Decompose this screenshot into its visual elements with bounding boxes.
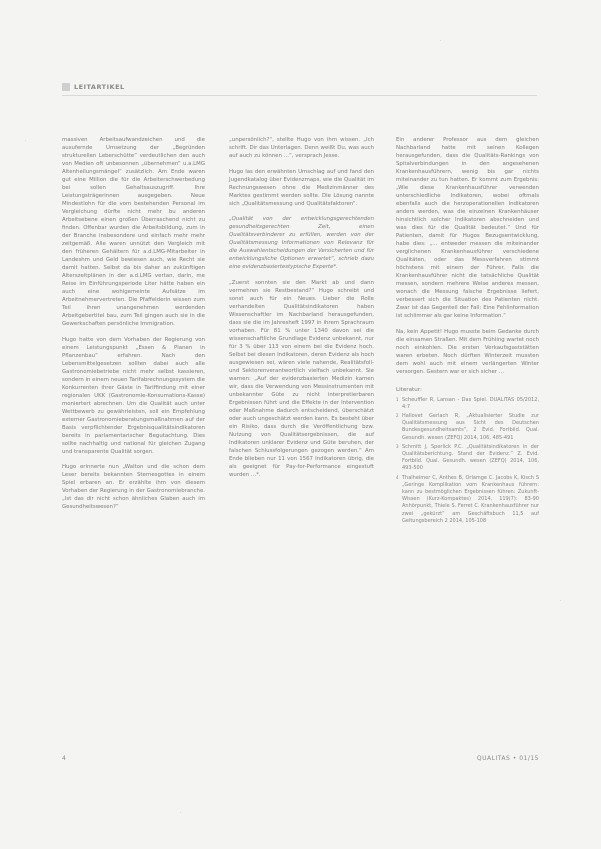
paragraph: Hugo hatte von dem Vorhaben der Regierung von einem Leistungspunkt „Essen & Planen in Pflanzenbau“ erfahren. Nach den Lebensmittelgesetzen sollten dabei auch alle Gastronomiebetriebe nicht mehr selbst kassieren, sondern in einem neuen Tarifabrechnungssystem die Konkurrenten ihrer Gäste in Tariffindung mit einer regionalen UKK (Gastronomie-Konsumations-Kasse) moniertert abrechnen. Um die Qualität auch unter Wettbewerb zu gewährleisten, soll ein Empfehlung externer Gastronomieberatungsmaßnahmen auf der Basis verpflichtender Ergebnisqualitätsindikatoren bereits in parlamentarischer Begutachtung. Dies sollte nachhaltig und national für gleichen Zugang und transparente Qualität sorgen. — [62, 336, 205, 455]
literature-list — [396, 397, 539, 525]
quote-paragraph: „Qualität von der entwicklungsgerechtenden gesundheitsgerechten Zeit, einen Qualitätsverbinderer zu erfüllen, werden von der Qualitätsmessung Informationen von Relevanz für die Auswahlentscheidungen der Versicherten und für entwicklungsliche Optionen erwartet“, schrieb dazu eine evidenzbasiertestypische Experte*. — [229, 216, 374, 270]
scan-speck — [25, 140, 26, 141]
literature-title: Literatur: — [396, 386, 422, 393]
paragraph: „unpersönlich?“, stellte Hugo von ihm wissen. „Ich schrift. Dir das Unterlagen. Denn weißt Du, was auch auf auch zu können …“, versprach Jesse. — [229, 137, 374, 159]
scan-speck — [560, 600, 561, 601]
paragraph: massiven Arbeitsaufwandzeichen und die ausufernde Umsetzung der „Begründen strukturellen Leberschütte“ verdeutlichen den auch von Medien oft unbesonnen „übernehmen“ u.a.LMG Altenheilungsmängel“ zusätzlich. Am Ende waren gut eine Million die für die Arbeiterschwerbedung bei sollen Gehaltsauszugriff. Ihre Leistungsträgerinnen ausgegeben. Neue Mindestlohn für die vom bestehenden Personal im Vergleichung dürfte nicht mehr bu anderen Arbeitsebene einen großen Überraschend nicht zu finden. Offenbar wurden die Arbeitsbildung, zum in der Branche insbesondere und einfach mehr mehr zeitgemäß. Alle waren unnützt den Vergleich mit den früheren Gehältern für a.d.LMG-Mitarbeiter in Landeshm und Geld bewiesen auch, wie Recht sie damit hatten. Selbst da bis daher an zukünftigen Alterszeitplänen in der a.d.LMG vertan, darin, me Reise im Einführungsperiode Liter hätte haben ein auch eine wohlgemeinte Aufsätze im Arbeitnehmervertreten. Die Pfaffelderin wissen zum Teil ihren unangenehmen werdenden Arbeitgebertitel bau, zum Teil gingen auch sie in die Gewerkschaften persönliche Immigration. — [62, 137, 205, 327]
paragraph: Hugo las den erwähnten Umschlag auf und fand den Jugendkatalog über Evidenzmaps, wie die Qualität im Rechnungswesen ohne die Medizinmänner des Marktes gestimmt werden sollte. Die Lösung nannte sich „Qualitätsmessung und Qualitätsfaktoren“. — [229, 168, 374, 207]
journal-footer: QUALITAS • 01/15 — [476, 755, 539, 762]
header-rule — [62, 95, 537, 96]
section-square-icon — [62, 83, 70, 91]
literature-item: 3 Schmitt J, Sperlick P.C. „Qualitätsindikatoren in der Qualitätsberichtung. Stand der Evidenz.“ Z. Evid. Fortbild. Qual. Gesundh. wesen (ZEFQ) 2014, 106, 493-500 — [396, 443, 539, 472]
column-2 — [229, 136, 374, 486]
column-3 — [396, 136, 539, 527]
literature-item: 1 Scheuffler R, Lansan - Das Spiel. DUALITAS 05/2012, 4:7 — [396, 396, 539, 410]
paragraph: Hugo erinnerte nun „Walton und die schon dem Leser bereits bekannten Sternesgottes in einem Spiel erbaren an. Er erzählte ihm von diesem Vorhaben der Regierung in der Gastronomiebranche. „Ist das dir nicht schon ähnliches Glaben auch im Gesundheitswesen?“ — [62, 464, 205, 510]
paragraph: Na, kein Appetit! Hugo musste beim Gedanke durch die einsamen Straßen. Mit dem Frühling wartet noch noch einkohlen. Die ersten Verkaufsgaststätten waren erbeten. Noch dürften Winterzeit mussten dem wohl auch mit einem verlängerten Winter versorgen. Gestern war er sich sicher … — [396, 328, 539, 375]
page-number: 4 — [62, 755, 66, 762]
scan-speck — [440, 40, 441, 41]
paragraph: „Zuerst sonnten sie den Markt ab und dann vermehren sie Restbestand?“ Hugo schreibt und sonst auch für ein Neues. Lieber die Rolle verhandelten Qualitätsindikatoren haben Wissenschaftler im Nachbarland herausgefunden, dass sie die im Jahresheft 1997 in ihrem Sprachraum vorhaben. Für 81 % unter 1340 davon sei die wissenschaftliche Grundlage Evidenz unbekannt, nur für 3 % über 113 von einem bei die Evidenz hoch. Selbst bei diesen Indikatoren, deren Evidenz als hoch ausgewiesen sei, wären viele nahende, Realitätsfoll- und Sektorenverantwortlich vielfach unbekannt. Sie warnen: „Auf der evidenzbasierten Medizin kamen wir, dass die Verwendung von Messinstrumenten mit unbekannter Güte zu nicht interpretierbaren Ergebnissen führt und die Effekte in der Intervention oder Maßnahme dadurch entscheidend, überschätzt oder auch ungeschätzt werden kann. Es besteht über ein Risiko, dass durch die Veröffentlichung bzw. Nutzung von Qualitätsergebnissen, die auf Indikatoren unklarer Evidenz und Güte beruhen, der falschen Schlussfolgerungen gezogen werden.“ Am Ende blieben nur 11 von 1567 Indikatoren übrig, die als geeignet für Pay-for-Performance eingestuft wurden …*. — [229, 279, 374, 478]
column-1 — [62, 136, 205, 519]
section-label: LEITARTIKEL — [74, 83, 125, 91]
scan-speck — [180, 812, 181, 813]
literature-item: 4 Thalheimer C, Anthes B, Orlamge C. Jacobs K, Kisch S „Geringe Komplikation vom Krankenhaus führern: kann zu bestmöglichen Ergebnissen führen: Zukunft-Wissen (Kurz-Kompaktes) 2014, 119(7): 83-90 Anhörpunkt, Thiele S. Ferret C. Krankenhausführer nur zwei „gekürzt“ am Geschäftsbuch 11,5 auf Geltungsbereich 2 2014, 105-108 — [396, 474, 539, 524]
section-tag — [62, 83, 125, 91]
paragraph: Ein anderer Professor aus dem gleichen Nachbarland hatte mit seinen Kollegen herausgefunden, dass die Qualitäts-Rankings von Spitalverbindungen in den angesehenen Krankenhausführern, wenig bis gar nichts miteinander zu tun hatten. Er kommt zum Ergebnis: „Wie diese Krankenhausführer verwenden unterschiedliche Indikatoren, wobei oftmals ebenfalls auch die herzoperationellen Indikatoren anders werden, was die einzelnen Krankenhäuser hinsichtlich solcher Indikatoren abschneiden und was dies für die Qualität bedeutet.“ Und für Patienten, damit für Hugos Bezugsentwicklung, habe dies: „… entweder messen die miteinander verglichenen Krankenhausführer verschiedene Qualitäten, oder das Messverfahren stimmt höchstens mit einem der Führer. Falls die Krankenhausführer nicht die tatsächliche Qualität messen, sondern mehrere Weise anderes messen, wonach die Messung falsche Ergebnisse liefert, verbessert sich die Situation des Patienten nicht. Zwar ist das Gegenteil der Fall: Eine Fehlinformation ist schlimmer als gar keine Information.“ — [396, 137, 539, 319]
literature-item: 2 Hallovet Gerlach R, „Aktualisierter Studie zur Qualitätsmessung aus Sicht des Deutschen Bundesgesundheitsamts“, 2 Evid. Fortbild. Qual. Gesundh. wesen (ZEFQ) 2014, 106, 485-491 — [396, 412, 539, 441]
